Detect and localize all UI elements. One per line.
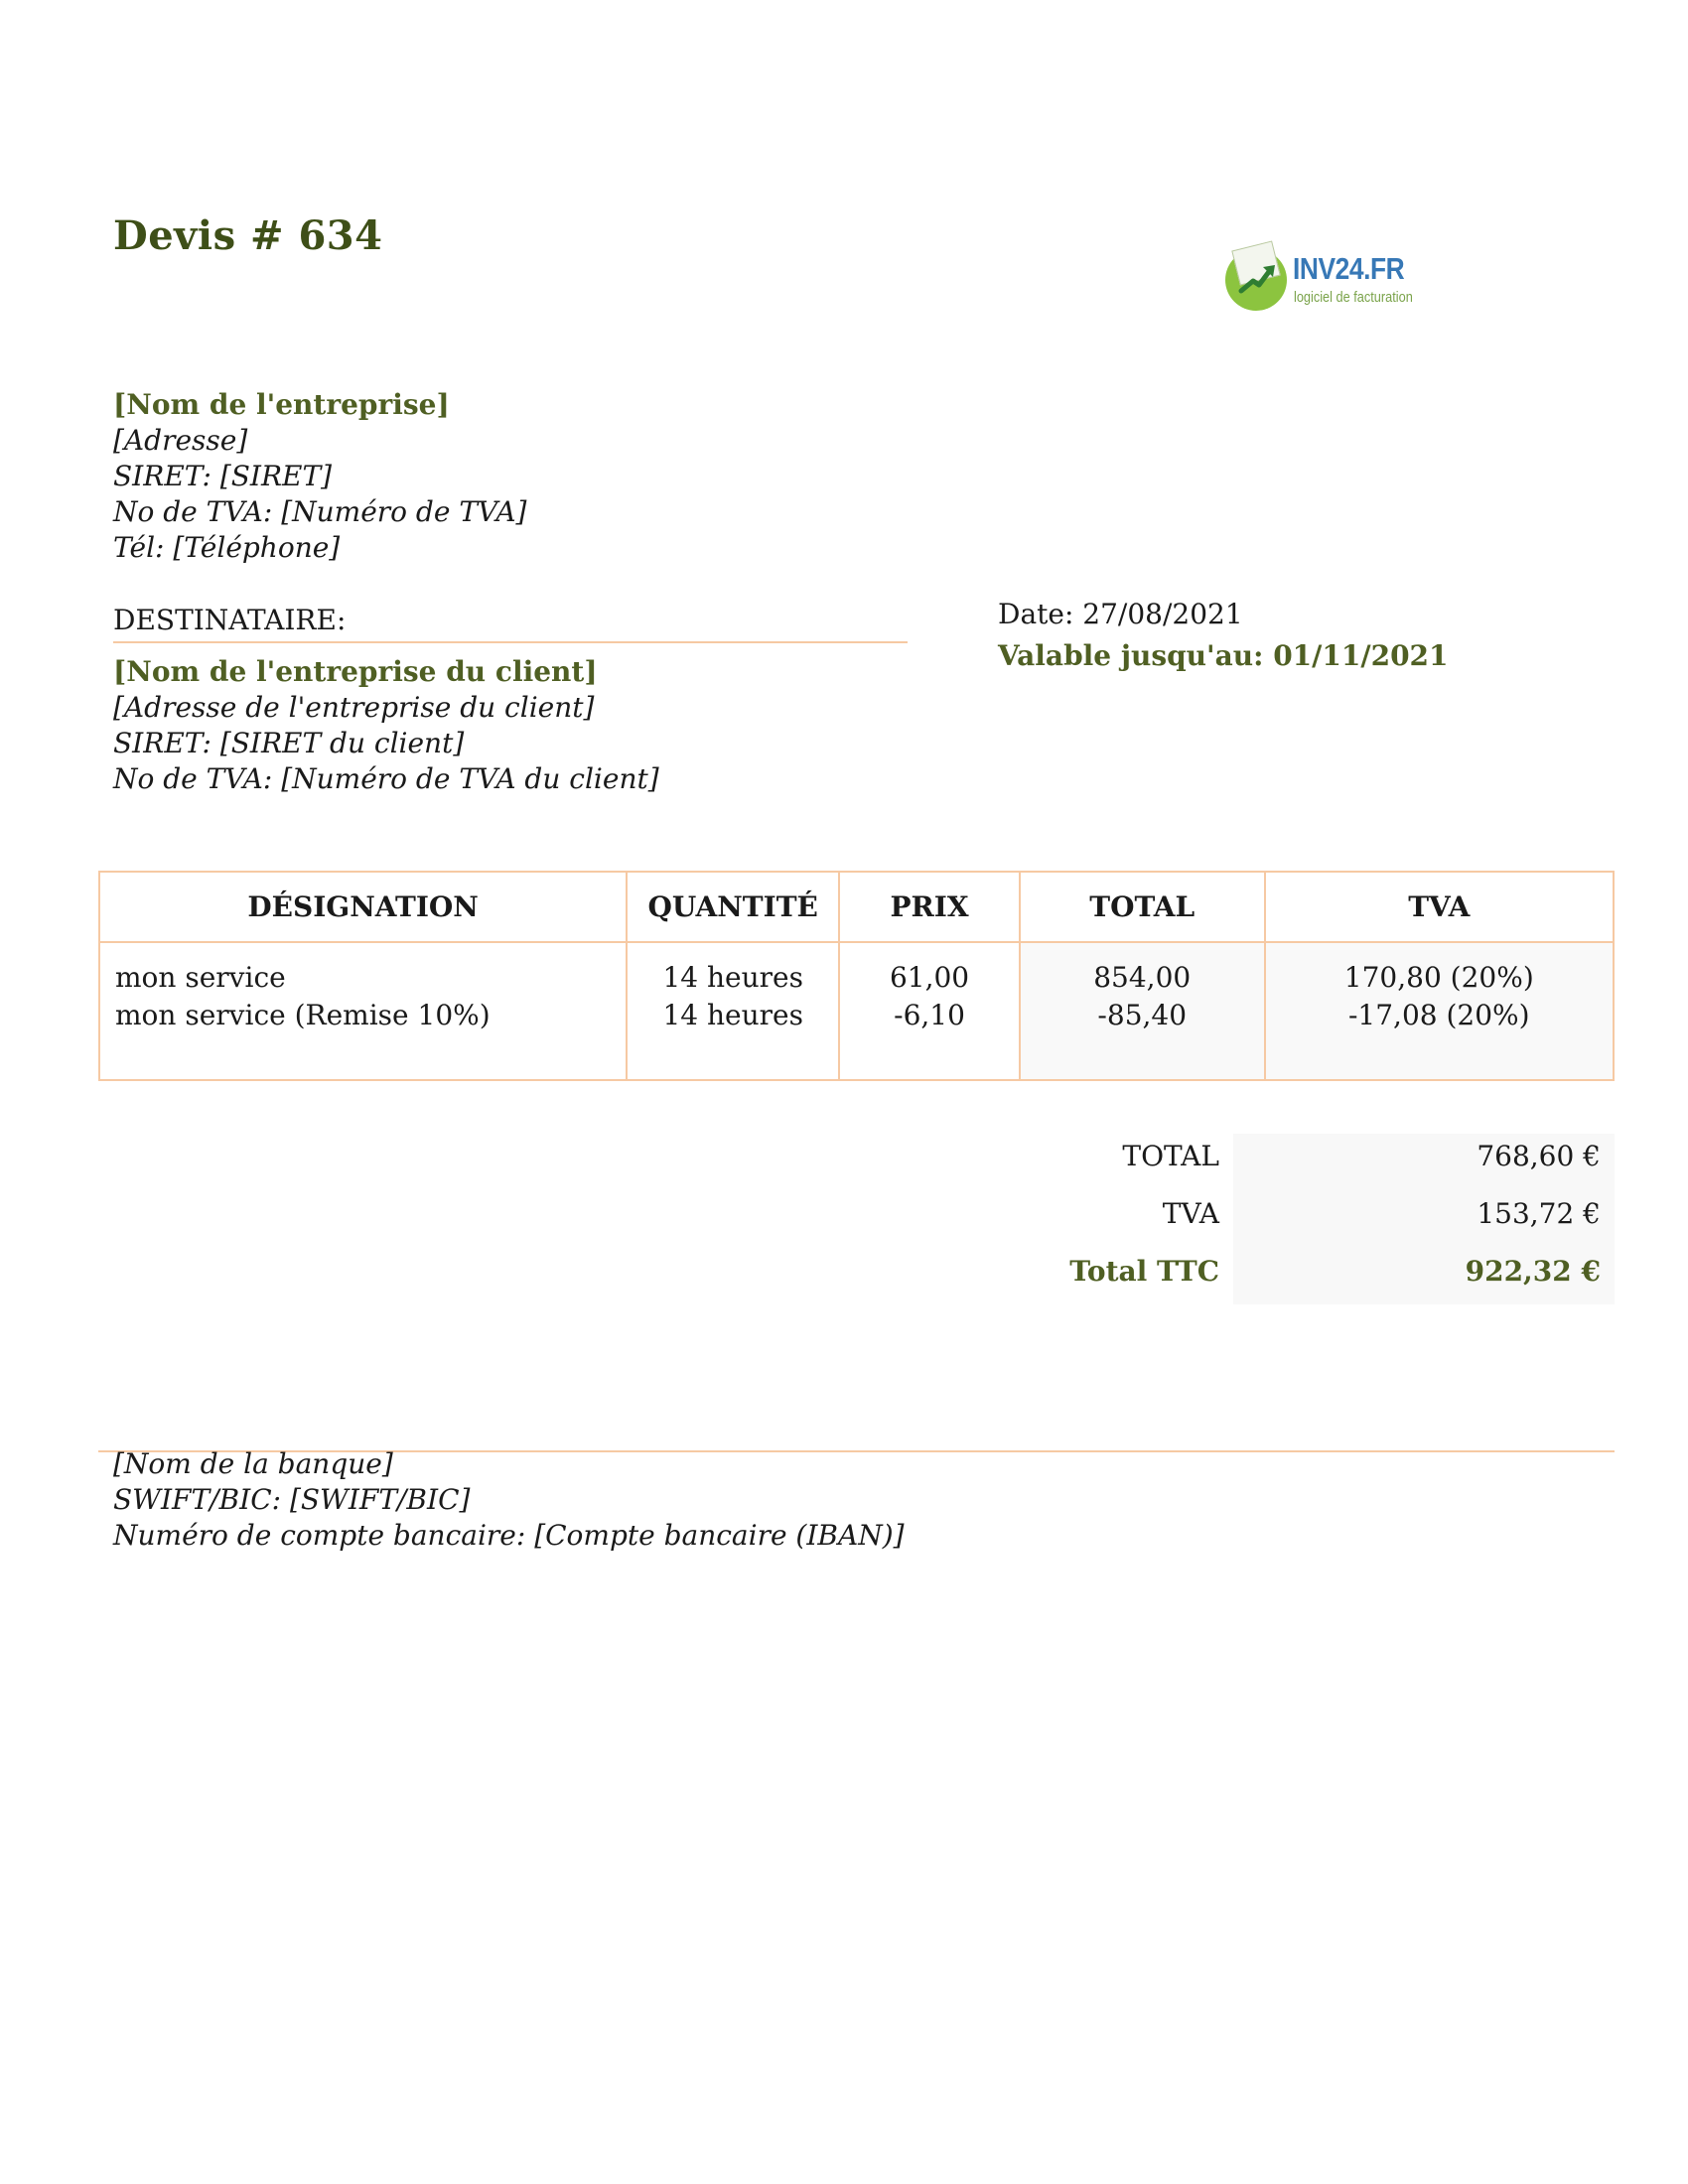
recipient-siret: SIRET: [SIRET du client] xyxy=(113,727,465,759)
item-total: -85,40 xyxy=(1097,999,1188,1031)
item-quantity: 14 heures xyxy=(662,999,803,1031)
item-total: 854,00 xyxy=(1093,961,1192,994)
header-designation: DÉSIGNATION xyxy=(99,872,627,942)
vat-cell xyxy=(1265,942,1614,1080)
header-vat: TVA xyxy=(1265,872,1614,942)
recipient-name: [Nom de l'entreprise du client] xyxy=(113,655,598,688)
logo-tagline: logiciel de facturation xyxy=(1294,289,1413,306)
company-name: [Nom de l'entreprise] xyxy=(113,388,450,421)
grand-total-label: Total TTC xyxy=(1069,1255,1219,1288)
header-quantity: QUANTITÉ xyxy=(627,872,839,942)
item-price: -6,10 xyxy=(894,999,965,1031)
bank-account: Numéro de compte bancaire: [Compte bancaire (IBAN)] xyxy=(113,1519,905,1552)
quote-valid-until: Valable jusqu'au: 01/11/2021 xyxy=(998,639,1449,672)
recipient-label: DESTINATAIRE: xyxy=(113,604,347,636)
vat-total-value: 153,72 € xyxy=(1477,1197,1601,1230)
header-total: TOTAL xyxy=(1020,872,1265,942)
item-designation: mon service (Remise 10%) xyxy=(115,999,491,1031)
company-siret: SIRET: [SIRET] xyxy=(113,460,333,492)
bank-name: [Nom de la banque] xyxy=(113,1447,393,1480)
recipient-address: [Adresse de l'entreprise du client] xyxy=(113,691,595,724)
total-cell xyxy=(1020,942,1265,1080)
company-phone: Tél: [Téléphone] xyxy=(113,531,341,564)
item-price: 61,00 xyxy=(889,961,970,994)
bank-swift: SWIFT/BIC: [SWIFT/BIC] xyxy=(113,1483,471,1516)
subtotal-value: 768,60 € xyxy=(1477,1140,1601,1172)
recipient-vat: No de TVA: [Numéro de TVA du client] xyxy=(113,762,659,795)
line-items-table xyxy=(98,871,1615,1081)
header-price: PRIX xyxy=(839,872,1020,942)
item-quantity: 14 heures xyxy=(662,961,803,994)
bank-info xyxy=(113,1446,905,1554)
company-address: [Adresse] xyxy=(113,424,248,457)
table-row xyxy=(99,942,1614,1080)
table-header-row xyxy=(99,872,1614,942)
item-vat: -17,08 (20%) xyxy=(1347,999,1530,1031)
document-title: Devis # 634 xyxy=(113,212,383,259)
recipient-info xyxy=(113,654,659,797)
designation-cell xyxy=(99,942,627,1080)
quantity-cell xyxy=(627,942,839,1080)
company-info xyxy=(113,387,526,566)
company-logo xyxy=(1223,243,1422,313)
recipient-divider xyxy=(113,641,908,643)
quote-dates xyxy=(998,594,1449,677)
subtotal-label: TOTAL xyxy=(1122,1140,1219,1172)
price-cell xyxy=(839,942,1020,1080)
quote-date: Date: 27/08/2021 xyxy=(998,598,1243,630)
logo-brand-text: INV24.FR xyxy=(1293,251,1405,286)
logo-arrow-icon xyxy=(1237,261,1277,297)
vat-total-label: TVA xyxy=(1162,1197,1219,1230)
grand-total-value: 922,32 € xyxy=(1465,1255,1601,1288)
item-designation: mon service xyxy=(115,961,286,994)
company-vat: No de TVA: [Numéro de TVA] xyxy=(113,495,527,528)
item-vat: 170,80 (20%) xyxy=(1343,961,1534,994)
